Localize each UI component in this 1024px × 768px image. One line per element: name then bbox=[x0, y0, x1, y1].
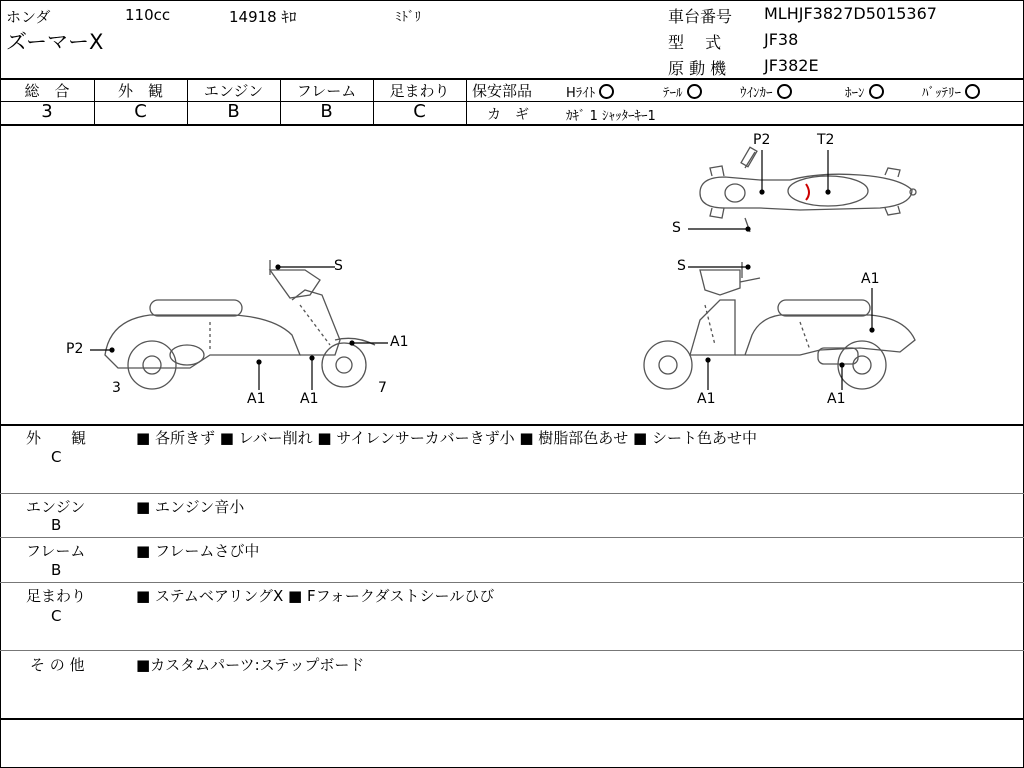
diagram-label: A1 bbox=[827, 391, 846, 407]
divider bbox=[0, 650, 1024, 651]
diagram-label: 3 bbox=[112, 380, 121, 396]
note-text: ■ フレームさび中 bbox=[136, 542, 260, 560]
diagram-label: A1 bbox=[861, 271, 880, 287]
ok-mark-icon bbox=[777, 84, 792, 99]
note-category: そ の 他 bbox=[30, 656, 85, 674]
safety-item-winker: ｳｲﾝｶｰ bbox=[740, 82, 792, 101]
diagram-label: P2 bbox=[66, 341, 84, 357]
model-name: ズーマーX bbox=[6, 30, 104, 54]
frame-no-value: MLHJF3827D5015367 bbox=[764, 4, 937, 23]
divider bbox=[0, 424, 1024, 426]
note-grade: C bbox=[51, 448, 62, 466]
grade-frame-label: フレーム bbox=[296, 82, 357, 100]
note-grade: B bbox=[51, 516, 62, 534]
key-value: ｶｷﾞ 1 ｼｬｯﾀｰｷｰ1 bbox=[566, 109, 656, 124]
safety-item-horn: ﾎｰﾝ bbox=[845, 82, 884, 101]
frame-no-label: 車台番号 bbox=[668, 7, 733, 26]
mileage: 14918 ｷﾛ bbox=[229, 8, 297, 26]
key-label: カ ギ bbox=[487, 107, 529, 123]
diagram-label: 7 bbox=[378, 380, 387, 396]
color: ﾐﾄﾞﾘ bbox=[395, 10, 421, 25]
divider bbox=[467, 101, 1024, 102]
engine-value: JF382E bbox=[764, 56, 819, 75]
scooter-left-view bbox=[105, 260, 375, 389]
diagram-label: S bbox=[677, 258, 686, 274]
maker: ホンダ bbox=[6, 8, 51, 26]
ok-mark-icon bbox=[965, 84, 980, 99]
divider bbox=[466, 79, 467, 125]
ok-mark-icon bbox=[869, 84, 884, 99]
note-grade: B bbox=[51, 561, 62, 579]
grade-suspension-label: 足まわり bbox=[389, 82, 450, 100]
displacement: 110cc bbox=[125, 6, 171, 24]
diagram-label: A1 bbox=[247, 391, 266, 407]
grade-overall-label: 総 合 bbox=[24, 82, 70, 100]
note-text: ■カスタムパーツ:ステップボード bbox=[136, 656, 365, 674]
safety-item-tail: ﾃｰﾙ bbox=[663, 82, 702, 101]
grade-engine-label: エンジン bbox=[203, 82, 264, 100]
note-text: ■ エンジン音小 bbox=[136, 498, 245, 516]
ok-mark-icon bbox=[599, 84, 614, 99]
grade-frame-value: B bbox=[320, 101, 333, 122]
note-category: フレーム bbox=[26, 542, 86, 560]
type-value: JF38 bbox=[764, 30, 799, 49]
grade-engine-value: B bbox=[227, 101, 240, 122]
diagram-label: A1 bbox=[697, 391, 716, 407]
note-text: ■ 各所きず ■ レバー削れ ■ サイレンサーカバーきず小 ■ 樹脂部色あせ ■ シート色あせ中 bbox=[136, 429, 758, 447]
note-grade: C bbox=[51, 607, 62, 625]
grade-exterior-value: C bbox=[134, 101, 147, 122]
note-category: 外 観 bbox=[26, 429, 87, 447]
divider bbox=[0, 582, 1024, 583]
diagram-label: S bbox=[672, 220, 681, 236]
grade-exterior-label: 外 観 bbox=[117, 82, 163, 100]
note-category: エンジン bbox=[26, 498, 86, 516]
divider bbox=[0, 537, 1024, 538]
grade-overall-value: 3 bbox=[41, 101, 53, 122]
divider bbox=[0, 493, 1024, 494]
ok-mark-icon bbox=[687, 84, 702, 99]
divider bbox=[0, 718, 1024, 720]
safety-label: 保安部品 bbox=[472, 82, 533, 100]
diagram-label: A1 bbox=[390, 334, 409, 350]
safety-item-battery: ﾊﾞｯﾃﾘｰ bbox=[922, 82, 980, 101]
note-text: ■ ステムベアリングX ■ Fフォークダストシールひび bbox=[136, 587, 495, 605]
diagram-label: T2 bbox=[817, 132, 835, 148]
safety-item-headlight: Hﾗｲﾄ bbox=[566, 82, 614, 101]
diagram-label: P2 bbox=[753, 132, 771, 148]
grade-suspension-value: C bbox=[413, 101, 426, 122]
engine-label: 原 動 機 bbox=[668, 59, 727, 78]
diagram-label: S bbox=[334, 258, 343, 274]
type-label: 型 式 bbox=[668, 33, 722, 52]
diagram-label: A1 bbox=[300, 391, 319, 407]
note-category: 足まわり bbox=[26, 587, 87, 605]
